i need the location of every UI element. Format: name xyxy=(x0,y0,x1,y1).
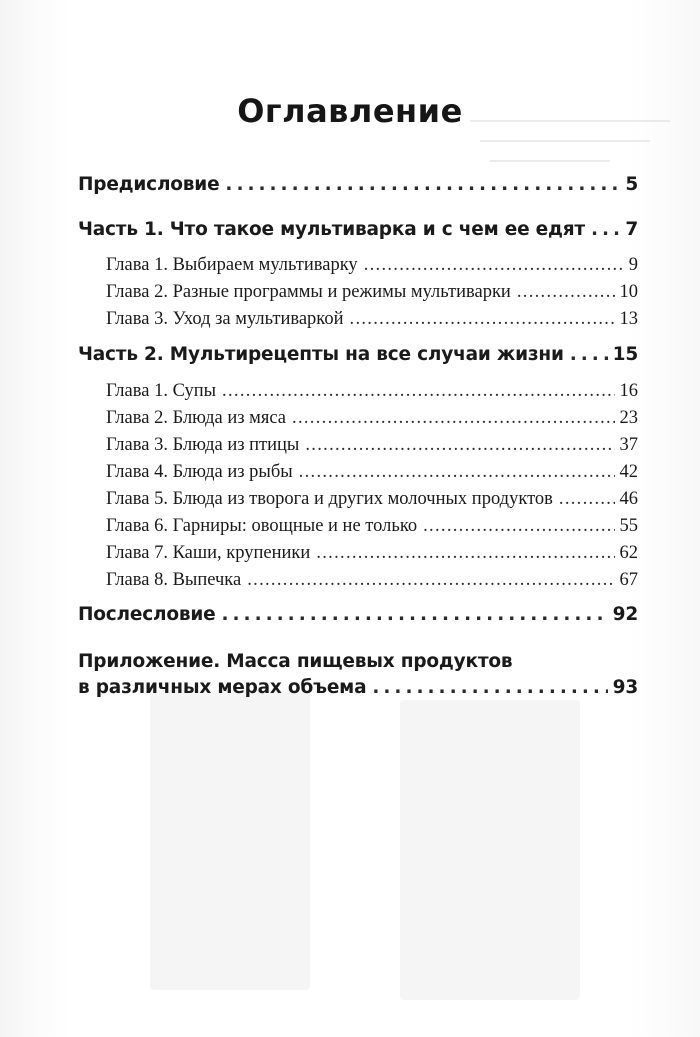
toc-entry-label: Глава 8. Выпечка xyxy=(106,570,242,590)
toc-page-number: 67 xyxy=(619,570,638,590)
toc-entry-chapter[interactable] xyxy=(106,255,638,276)
toc-entry-label: Послесловие xyxy=(78,604,216,625)
toc-entry-label: Глава 7. Каши, крупеники xyxy=(106,543,311,563)
toc-entry-label: Глава 1. Выбираем мультиварку xyxy=(106,255,358,275)
toc-page-number: 15 xyxy=(612,344,638,365)
toc-page-number: 92 xyxy=(612,604,638,625)
leader-dots xyxy=(517,282,615,303)
toc-entry-label: Глава 3. Уход за мультиваркой xyxy=(106,309,344,329)
toc-entry-chapter[interactable] xyxy=(106,282,638,303)
toc-entry-appendix-line-1[interactable]: Приложение. Масса пищевых продуктов xyxy=(78,651,513,672)
toc-page-number: 10 xyxy=(619,282,638,302)
toc-entry-part-2[interactable] xyxy=(78,344,638,365)
leader-dots xyxy=(423,516,614,537)
toc-entry-label: Глава 2. Разные программы и режимы мультиварки xyxy=(106,282,511,302)
toc-page-number: 16 xyxy=(619,381,638,401)
leader-dots xyxy=(570,344,608,365)
toc-entry-label: Глава 4. Блюда из рыбы xyxy=(106,462,293,482)
toc-page-number: 7 xyxy=(625,219,638,240)
leader-dots xyxy=(222,381,614,402)
leader-dots xyxy=(247,570,614,591)
toc-entry-chapter[interactable] xyxy=(106,408,638,429)
leader-dots xyxy=(292,408,614,429)
toc-page-number: 62 xyxy=(619,543,638,563)
toc-entry-label: Глава 6. Гарниры: овощные и не только xyxy=(106,516,418,536)
toc-page-number: 37 xyxy=(619,435,638,455)
toc-entry-label: Часть 2. Мультирецепты на все случаи жизни xyxy=(78,344,564,365)
leader-dots xyxy=(372,677,607,698)
toc-entry-label: Глава 2. Блюда из мяса xyxy=(106,408,287,428)
toc-page-number: 5 xyxy=(625,174,638,195)
leader-dots xyxy=(305,435,614,456)
toc-page-number: 93 xyxy=(612,677,638,698)
leader-dots xyxy=(364,255,624,276)
toc-entry-chapter[interactable] xyxy=(106,435,638,456)
toc-entry-chapter[interactable] xyxy=(106,381,638,402)
toc-entry-afterword[interactable] xyxy=(78,604,638,625)
leader-dots xyxy=(559,489,615,510)
toc-page-number: 13 xyxy=(619,309,638,329)
toc-entry-label: Глава 1. Супы xyxy=(106,381,217,401)
toc-entry-chapter[interactable] xyxy=(106,570,638,591)
toc-entry-label: Часть 1. Что такое мультиварка и с чем ее едят xyxy=(78,219,585,240)
toc-page-number: 46 xyxy=(619,489,638,509)
toc-page-number: 23 xyxy=(619,408,638,428)
toc-entry-part-1[interactable] xyxy=(78,219,638,240)
toc-entry-label: в различных мерах объема xyxy=(78,677,367,698)
toc-entry-chapter[interactable] xyxy=(106,489,638,510)
toc-entry-chapter[interactable] xyxy=(106,462,638,483)
leader-dots xyxy=(591,219,620,240)
toc-entry-chapter[interactable] xyxy=(106,516,638,537)
page-title: Оглавление xyxy=(237,92,463,130)
toc-page-number: 55 xyxy=(619,516,638,536)
toc-entry-chapter[interactable] xyxy=(106,309,638,330)
toc-page-number: 9 xyxy=(628,255,638,275)
leader-dots xyxy=(316,543,614,564)
leader-dots xyxy=(222,604,608,625)
toc-entry-label: Предисловие xyxy=(78,174,220,195)
toc-entry-label: Глава 5. Блюда из творога и других молочных продуктов xyxy=(106,489,553,509)
leader-dots xyxy=(299,462,615,483)
toc-entry-preface[interactable] xyxy=(78,174,638,195)
toc-page-number: 42 xyxy=(619,462,638,482)
toc-entry-appendix[interactable] xyxy=(78,677,638,698)
toc-entry-label: Глава 3. Блюда из птицы xyxy=(106,435,300,455)
leader-dots xyxy=(350,309,615,330)
toc-entry-chapter[interactable] xyxy=(106,543,638,564)
leader-dots xyxy=(225,174,620,195)
